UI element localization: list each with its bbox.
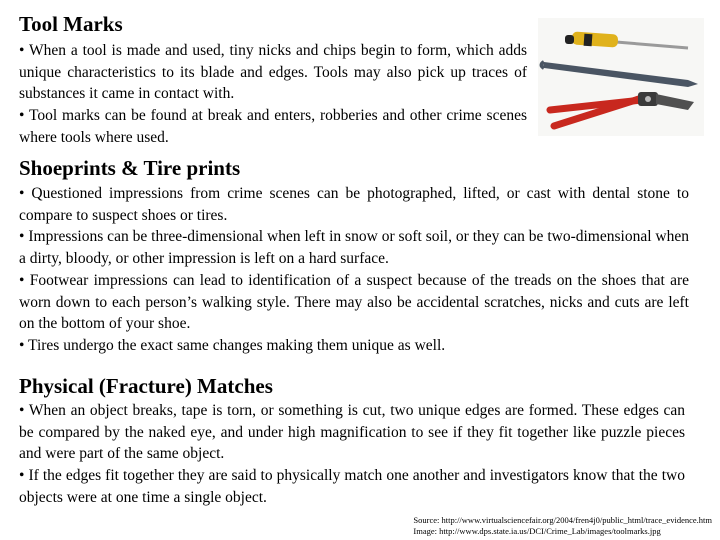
bullet: • Impressions can be three-dimensional when left in snow or soft soil, or they can be two-dimensional when a dirty, bloody, or other impression is left on a hard surface.	[19, 228, 689, 268]
section-title-physical-matches: Physical (Fracture) Matches	[19, 374, 273, 398]
bullet: • Questioned impressions from crime scenes can be photographed, lifted, or cast with dental stone to compare to suspect shoes or tires.	[19, 185, 689, 224]
bullet: • Tires undergo the exact same changes making them unique as well.	[19, 336, 446, 354]
source-credits	[413, 515, 712, 537]
shoeprints-text	[19, 183, 689, 357]
tools-image	[538, 18, 704, 136]
tool-marks-text	[19, 40, 527, 149]
physical-matches-text	[19, 400, 685, 509]
bullet: • Footwear impressions can lead to identification of a suspect because of the treads on the shoes that are worn down to each person’s walking style. There may also be accidental scratches, nicks and cuts are left on the bottom of your shoe.	[19, 271, 689, 333]
source-line: Source: http://www.virtualsciencefair.org/2004/fren4j0/public_html/trace_evidence.htm	[413, 515, 712, 525]
image-credit-line: Image: http://www.dps.state.ia.us/DCI/Crime_Lab/images/toolmarks.jpg	[413, 526, 661, 536]
bullet: • Tool marks can be found at break and enters, robberies and other crime scenes where tools where used.	[19, 107, 527, 146]
bullet: • When an object breaks, tape is torn, or something is cut, two unique edges are formed. These edges can be compared by the naked eye, and under high magnification to see if they fit together like puzzle pieces and were part of the same object.	[19, 402, 685, 463]
bolt-cutter-icon	[550, 92, 694, 126]
pry-bar-icon	[542, 62, 699, 87]
section-title-tool-marks: Tool Marks	[19, 12, 123, 36]
screwdriver-icon	[565, 31, 688, 48]
bullet: • If the edges fit together they are said to physically match one another and investigators know that the two objects were at one time a single object.	[19, 467, 685, 506]
bullet: • When a tool is made and used, tiny nicks and chips begin to form, which adds unique characteristics to its blade and edges. Tools may also pick up traces of substances it came in contact with.	[19, 42, 527, 103]
section-title-shoeprints: Shoeprints & Tire prints	[19, 156, 241, 180]
